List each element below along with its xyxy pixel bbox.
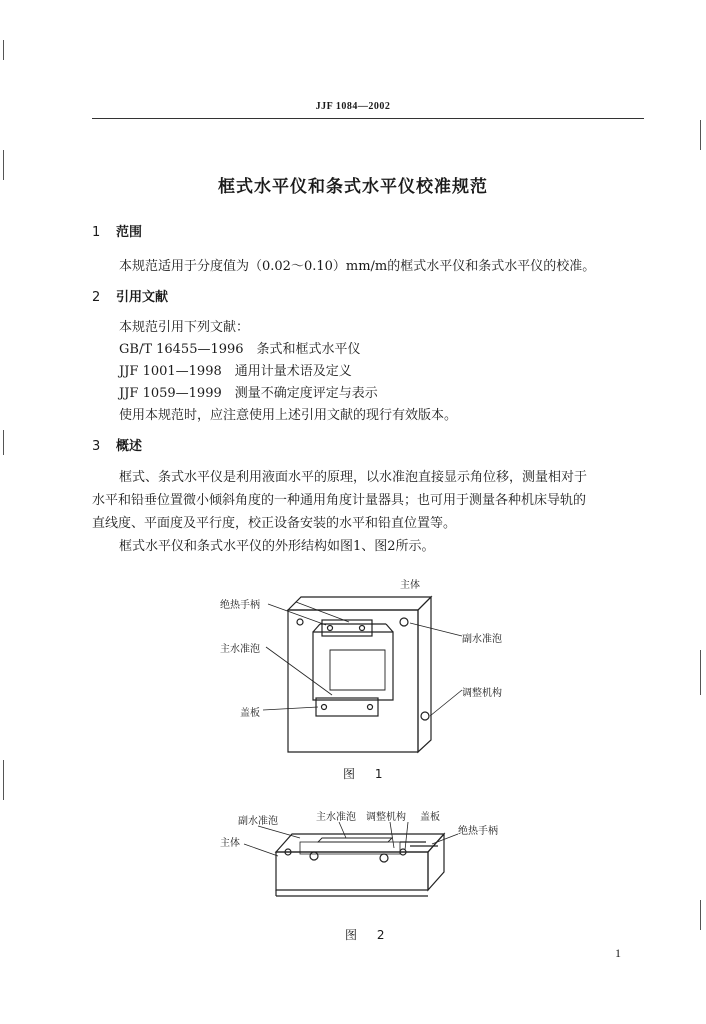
section-title: 引用文献 [116,290,169,305]
figure-1-caption: 图 1 [343,767,391,781]
section-number: 1 [92,225,101,240]
page-title: 框式水平仪和条式水平仪校准规范 [218,177,488,197]
fig2-label-aux-vial: 副水准泡 [238,816,278,827]
reference-item: JJF 1059—1999 测量不确定度评定与表示 [119,386,378,401]
figure-2-caption: 图 2 [345,928,393,942]
section-2-note: 使用本规范时，应注意使用上述引用文献的现行有效版本。 [119,408,458,423]
fig2-label-adjust: 调整机构 [366,812,406,823]
fig1-label-aux-vial: 副水准泡 [462,634,502,645]
page-number: 1 [615,946,621,960]
fig1-label-main-vial: 主水准泡 [220,644,260,655]
fig1-label-main-body: 主体 [400,580,420,591]
section-number: 3 [92,439,101,454]
fig2-label-handle: 绝热手柄 [458,826,498,837]
fig1-label-cover: 盖板 [240,708,260,719]
section-title: 范围 [116,225,143,240]
fig1-label-handle: 绝热手柄 [220,600,260,611]
section-2-intro: 本规范引用下列文献： [119,320,250,335]
section-number: 2 [92,290,101,305]
reference-item: JJF 1001—1998 通用计量术语及定义 [119,364,352,379]
section-title: 概述 [116,439,143,454]
fig2-label-main-vial: 主水准泡 [316,812,356,823]
document-code: JJF 1084—2002 [315,101,391,112]
fig2-label-main-body: 主体 [220,838,240,849]
section-3-line: 水平和铅垂位置微小倾斜角度的一种通用角度计量器具；也可用于测量各种机床导轨的 [92,493,587,508]
section-3-line: 框式、条式水平仪是利用液面水平的原理，以水准泡直接显示角位移，测量相对于 [119,470,588,485]
section-1-body: 本规范适用于分度值为（0.02～0.10）mm/m的框式水平仪和条式水平仪的校准。 [119,259,596,274]
fig2-label-cover: 盖板 [420,812,440,823]
reference-item: GB/T 16455—1996 条式和框式水平仪 [119,342,361,357]
fig1-label-adjust: 调整机构 [462,688,502,699]
section-3-line: 框式水平仪和条式水平仪的外形结构如图1、图2所示。 [119,539,435,554]
section-3-line: 直线度、平面度及平行度，校正设备安装的水平和铅直位置等。 [92,516,457,531]
